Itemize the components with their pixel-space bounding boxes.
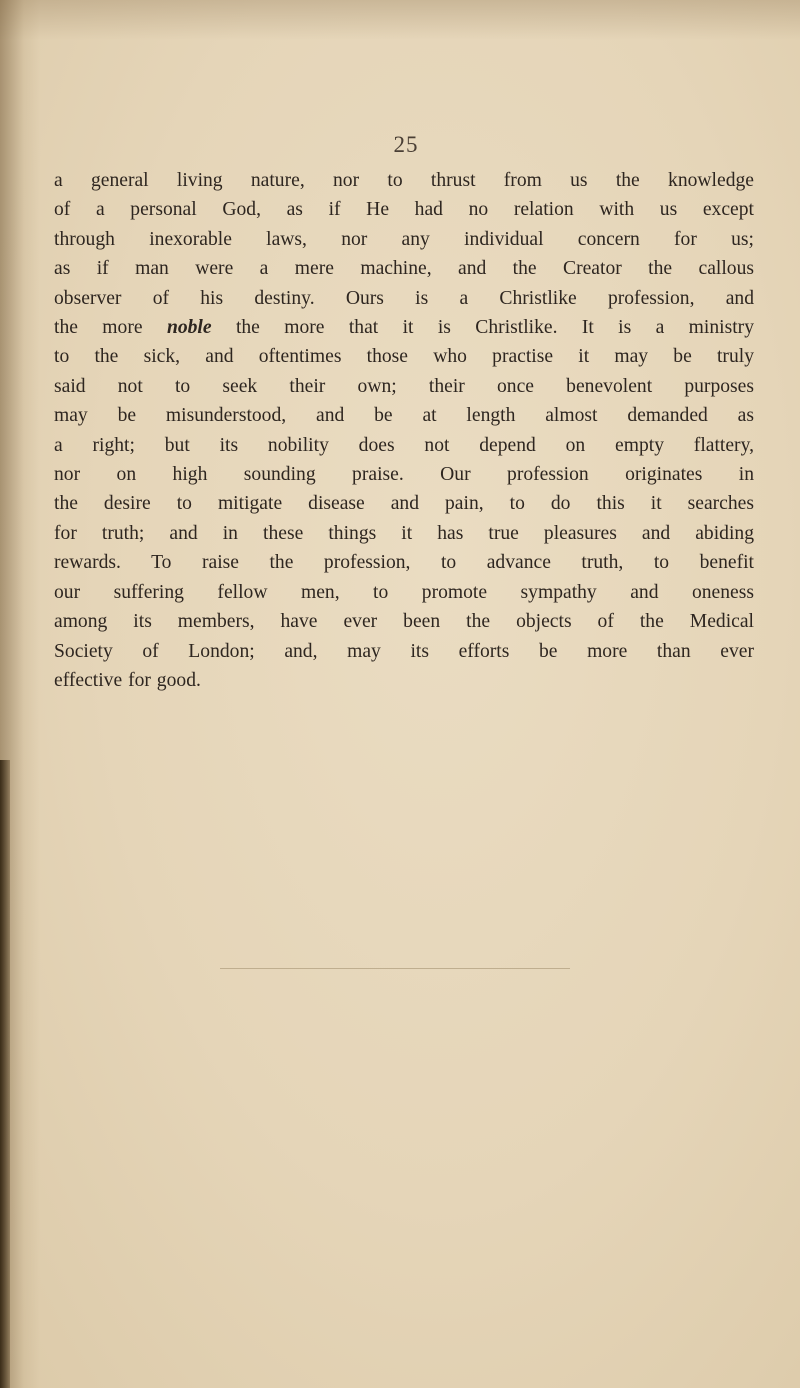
text-line: our suffering fellow men, to promote sympathy and oneness — [54, 581, 754, 603]
text-line: said not to seek their own; their once benevolent purposes — [54, 375, 754, 397]
emphasized-word: noble — [166, 317, 212, 339]
binding-edge — [0, 760, 10, 1388]
text-line: a general living nature, nor to thrust from us the knowledge — [54, 170, 754, 191]
page-top-shading — [0, 0, 800, 40]
text-line: Society of London; and, may its efforts be more than ever — [54, 640, 754, 662]
text-line-with-emphasis: the more noble the more that it is Christlike. It is a ministry — [54, 317, 754, 339]
text-line: through inexorable laws, nor any individual concern for us; — [54, 228, 754, 250]
text-line: rewards. To raise the profession, to advance truth, to benefit — [54, 552, 754, 574]
text-line: as if man were a mere machine, and the Creator the callous — [54, 258, 754, 280]
text-line: for truth; and in these things it has true pleasures and abiding — [54, 522, 754, 544]
text-line: of a personal God, as if He had no relation with us except — [54, 199, 754, 221]
text-line: nor on high sounding praise. Our profession originates in — [54, 464, 754, 486]
text-line: the desire to mitigate disease and pain, to do this it searches — [54, 493, 754, 515]
text-line: a right; but its nobility does not depend on empty flattery, — [54, 434, 754, 456]
text-line: may be misunderstood, and be at length almost demanded as — [54, 405, 754, 427]
text-line: to the sick, and oftentimes those who practise it may be truly — [54, 346, 754, 368]
page-number: 25 — [393, 132, 419, 157]
text-line: effective for good. — [54, 669, 201, 691]
text-line: among its members, have ever been the objects of the Medical — [54, 611, 754, 633]
body-paragraph — [54, 166, 754, 695]
faint-rule-line — [220, 968, 570, 969]
text-line: observer of his destiny. Ours is a Christlike profession, and — [54, 287, 754, 309]
